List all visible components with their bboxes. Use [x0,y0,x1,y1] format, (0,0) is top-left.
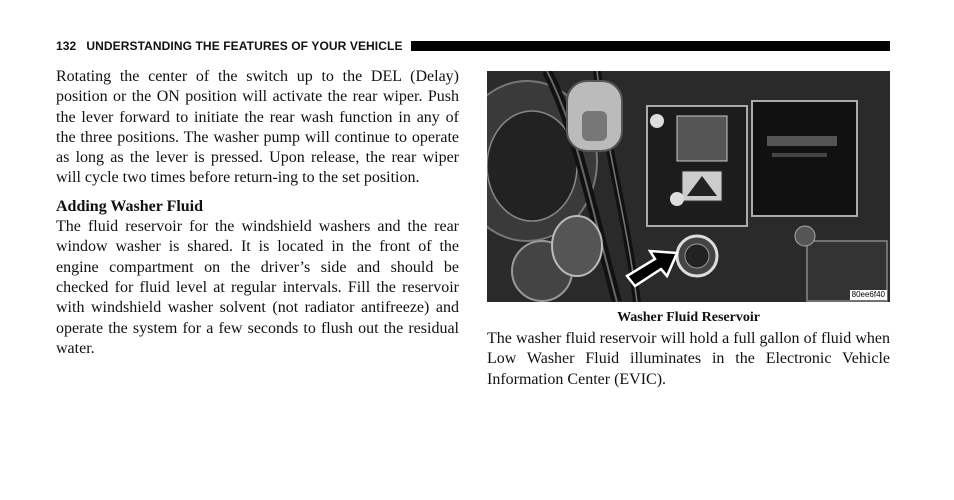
paragraph-rear-wiper: Rotating the center of the switch up to the DEL (Delay) position or the ON position will activate the rear wiper. Push the lever forward to initiate the rear wash function in any of the three positions. The washer pump will continue to operate as long as the lever is pressed. Upon release, the rear wiper will cycle two times before return-ing to the set position. [56,68,459,187]
left-column [56,67,459,359]
page-number: 132 [56,39,77,53]
paragraph-reservoir-capacity: The washer fluid reservoir will hold a full gallon of fluid when Low Washer Fluid illuminates in the Electronic Vehicle Information Center (EVIC). [487,330,890,388]
paragraph-fluid-reservoir: The fluid reservoir for the windshield washers and the rear window washer is shared. It is located in the front of the engine compartment on the driver’s side and should be checked for fluid level at regular intervals. Fill the reservoir with windshield washer solvent (not radiator antifreeze) and operate the system for a few seconds to flush out the residual water. [56,218,459,357]
header-rule [411,41,890,51]
figure-caption: Washer Fluid Reservoir [617,310,760,325]
engine-illustration [487,71,890,302]
page-header [56,37,890,55]
subheading-adding-washer-fluid: Adding Washer Fluid [56,197,204,215]
header-text [56,39,403,53]
right-column [487,329,890,390]
image-reference-code: 80ee6f40 [851,290,885,299]
section-title: UNDERSTANDING THE FEATURES OF YOUR VEHICLE [86,39,403,53]
engine-compartment-photo [487,71,890,302]
